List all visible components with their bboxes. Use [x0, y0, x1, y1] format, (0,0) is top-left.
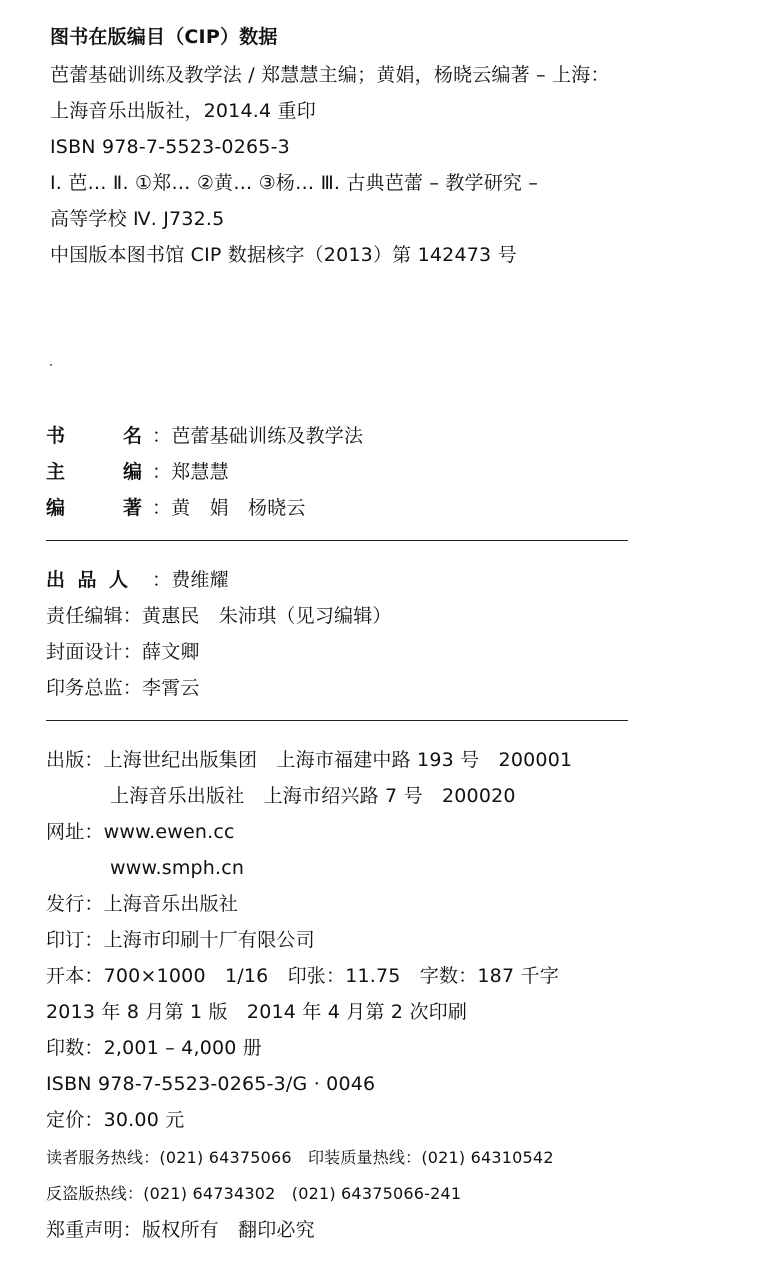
book-title-row: 书 名 ：芭蕾基础训练及教学法	[46, 425, 364, 447]
publisher-line-1: 上海世纪出版集团 上海市福建中路 193 号 200001	[103, 749, 573, 771]
cip-line-2: 上海音乐出版社，2014.4 重印	[50, 100, 316, 122]
printing-supervisor-key: 印务总监：	[46, 677, 143, 699]
printing-supervisor-row	[46, 676, 200, 700]
book-title: 芭蕾基础训练及教学法	[171, 425, 364, 447]
cip-line-5: 高等学校 Ⅳ. J732.5	[50, 208, 225, 230]
printing-supervisor-name: 李霄云	[142, 677, 200, 699]
website-row-1	[46, 820, 235, 844]
editor-row: 主 编 ：郑慧慧	[46, 461, 229, 483]
website-link-1[interactable]: www.ewen.cc	[103, 821, 235, 843]
hotline-line-2: 反盗版热线：(021) 64734302 (021) 64375066-241	[46, 1184, 462, 1203]
cip-title: 图书在版编目（CIP）数据	[50, 26, 278, 48]
responsible-editor-key: 责任编辑：	[46, 605, 143, 627]
format-line: 开本：700×1000 1/16 印张：11.75 字数：187 千字	[46, 965, 559, 987]
publisher-key: 出版：	[46, 749, 104, 771]
responsible-editor-name: 黄惠民 朱沛琪（见习编辑）	[142, 605, 392, 627]
editor-key: 主 编	[46, 461, 142, 483]
cip-line-6: 中国版本图书馆 CIP 数据核字（2013）第 142473 号	[50, 244, 517, 266]
print-run-line: 印数：2,001 – 4,000 册	[46, 1037, 263, 1059]
publisher-line-2: 上海音乐出版社 上海市绍兴路 7 号 200020	[110, 785, 516, 807]
cover-design-name: 薛文卿	[142, 641, 200, 663]
scan-speck	[50, 364, 52, 366]
book-title-key: 书 名	[46, 425, 142, 447]
authors-row: 编 著 ：黄 娟 杨晓云	[46, 497, 306, 519]
hotline-line-1: 读者服务热线：(021) 64375066 印装质量热线：(021) 64310542	[46, 1148, 554, 1167]
divider-1	[46, 540, 628, 541]
cip-line-1: 芭蕾基础训练及教学法 / 郑慧慧主编；黄娟，杨晓云编著 – 上海：	[50, 64, 610, 86]
producer-key: 出 品 人	[46, 569, 128, 591]
cover-design-key: 封面设计：	[46, 641, 143, 663]
website-link-2[interactable]: www.smph.cn	[110, 857, 245, 879]
publisher-row-1	[46, 748, 572, 772]
responsible-editor-row	[46, 604, 392, 628]
producer-row: 出 品 人 ：费维耀	[46, 569, 229, 591]
edition-line: 2013 年 8 月第 1 版 2014 年 4 月第 2 次印刷	[46, 1001, 468, 1023]
printer-line: 印订：上海市印刷十厂有限公司	[46, 929, 315, 951]
editor-name: 郑慧慧	[171, 461, 229, 483]
cip-line-4: Ⅰ. 芭… Ⅱ. ①郑… ②黄… ③杨… Ⅲ. 古典芭蕾 – 教学研究 –	[50, 172, 539, 194]
isbn-full-line: ISBN 978-7-5523-0265-3/G · 0046	[46, 1073, 376, 1095]
authors-names: 黄 娟 杨晓云	[171, 497, 306, 519]
authors-key: 编 著	[46, 497, 142, 519]
divider-2	[46, 720, 628, 721]
cover-design-row	[46, 640, 200, 664]
price-line: 定价：30.00 元	[46, 1109, 185, 1131]
cip-line-3: ISBN 978-7-5523-0265-3	[50, 136, 290, 158]
statement-line: 郑重声明：版权所有 翻印必究	[46, 1219, 315, 1241]
website-key: 网址：	[46, 821, 104, 843]
producer-name: 费维耀	[171, 569, 229, 591]
distributor-line: 发行：上海音乐出版社	[46, 893, 239, 915]
